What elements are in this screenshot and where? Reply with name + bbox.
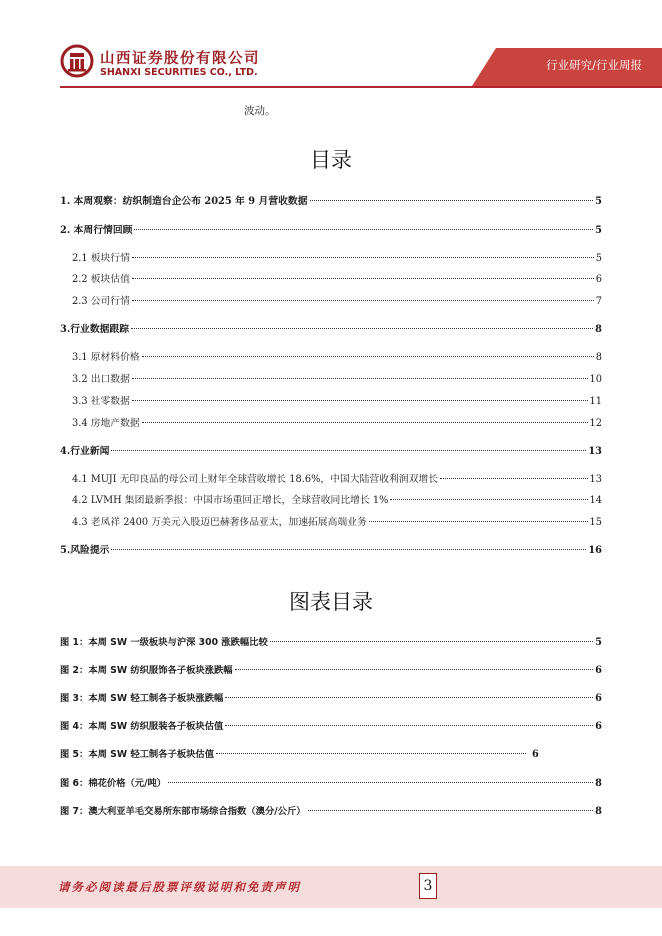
figure-page: 6 — [532, 749, 539, 760]
toc-entry-label: 2. 本周行情回顾 — [60, 225, 133, 236]
leader-dots — [310, 200, 594, 201]
toc-entry-3-3[interactable] — [72, 393, 602, 407]
figure-label: 图 5： — [60, 749, 89, 760]
toc-entry-page: 14 — [589, 495, 602, 506]
toc-entry-4-2[interactable] — [72, 492, 602, 506]
leader-dots — [390, 499, 587, 500]
leader-dots — [132, 378, 588, 379]
toc-entry-label: 3.2 出口数据 — [72, 374, 130, 385]
toc-entry-label: 5.风险提示 — [60, 545, 110, 556]
leader-dots — [440, 478, 588, 479]
figure-title: 本周 SW 轻工制各子板块涨跌幅 — [88, 693, 224, 704]
leader-dots — [132, 400, 588, 401]
figure-page: 5 — [595, 637, 602, 648]
toc-entry-2-1[interactable] — [72, 250, 602, 264]
toc-entry-3-2[interactable] — [72, 371, 602, 385]
toc-entry-page: 6 — [595, 274, 602, 285]
toc-entry-label: 3.行业数据跟踪 — [60, 324, 130, 335]
leader-dots — [134, 229, 593, 230]
toc-entry-3-4[interactable] — [72, 415, 602, 429]
toc-entry-3-1[interactable] — [72, 349, 602, 363]
toc-entry-page: 15 — [589, 517, 602, 528]
leader-dots — [369, 521, 588, 522]
leader-dots — [131, 328, 593, 329]
figure-entry-3[interactable] — [60, 690, 602, 704]
leader-dots — [142, 356, 594, 357]
figure-entry-6[interactable] — [60, 775, 602, 789]
toc-entry-page: 13 — [589, 474, 602, 485]
company-logo-icon — [60, 44, 94, 78]
leader-dots — [235, 669, 594, 670]
figure-entry-4[interactable] — [60, 718, 602, 732]
figure-page: 6 — [595, 721, 602, 732]
figure-title: 本周 SW 轻工制各子板块估值 — [88, 749, 215, 760]
figure-label: 图 4： — [60, 721, 89, 732]
leader-dots — [270, 641, 593, 642]
toc-entry-4[interactable] — [60, 443, 602, 457]
figure-label: 图 6： — [60, 778, 89, 789]
leader-dots — [132, 278, 594, 279]
carry-over-text: 波动。 — [244, 105, 276, 117]
figure-page: 6 — [595, 665, 602, 676]
page-number: 3 — [419, 873, 437, 899]
figure-label: 图 3： — [60, 693, 89, 704]
leader-dots — [111, 549, 586, 550]
toc-entry-5[interactable] — [60, 542, 602, 556]
toc-entry-label: 3.3 社零数据 — [72, 396, 130, 407]
figure-title: 本周 SW 纺织服装各子板块估值 — [88, 721, 224, 732]
leader-dots — [132, 257, 594, 258]
leader-dots — [225, 725, 593, 726]
toc-entry-label: 3.1 原材料价格 — [72, 352, 140, 363]
toc-entry-label: 2.2 板块估值 — [72, 274, 130, 285]
toc-entry-2-3[interactable] — [72, 293, 602, 307]
header-divider — [60, 86, 662, 88]
figure-entry-2[interactable] — [60, 662, 602, 676]
figure-title: 棉花价格（元/吨） — [88, 778, 167, 789]
toc-entry-label: 2.3 公司行情 — [72, 296, 130, 307]
figure-title: 本周 SW 一级板块与沪深 300 涨跌幅比较 — [88, 637, 268, 648]
toc-entry-page: 8 — [595, 324, 602, 335]
toc-entry-page: 8 — [595, 352, 602, 363]
page-header — [0, 0, 662, 92]
figure-title: 澳大利亚羊毛交易所东部市场综合指数（澳分/公斤） — [88, 806, 306, 817]
toc-entry-1[interactable] — [60, 193, 602, 207]
leader-dots — [132, 300, 594, 301]
figure-entry-7[interactable] — [60, 803, 602, 817]
figure-label: 图 2： — [60, 665, 89, 676]
toc-entry-page: 7 — [595, 296, 602, 307]
toc-entry-3[interactable] — [60, 321, 602, 335]
toc-entry-label: 1. 本周观察：纺织制造台企公布 2025 年 9 月营收数据 — [60, 196, 308, 207]
figure-page: 8 — [595, 806, 602, 817]
toc-entry-4-1[interactable] — [72, 471, 602, 485]
toc-entry-label: 4.2 LVMH 集团最新季报：中国市场重回正增长，全球营收同比增长 1% — [72, 495, 389, 506]
leader-dots — [216, 753, 526, 754]
toc-entry-page: 5 — [595, 225, 602, 236]
toc-entry-label: 4.1 MUJI 无印良品的母公司上财年全球营收增长 18.6%，中国大陆营收利润双增长 — [72, 474, 438, 485]
report-type-label: 行业研究/行业周报 — [546, 58, 642, 72]
toc-entry-page: 11 — [589, 396, 602, 407]
toc-entry-4-3[interactable] — [72, 514, 602, 528]
figure-entry-5[interactable] — [60, 746, 539, 760]
figure-page: 8 — [595, 778, 602, 789]
toc-entry-page: 10 — [589, 374, 602, 385]
toc-entry-2[interactable] — [60, 222, 602, 236]
figure-label: 图 7： — [60, 806, 89, 817]
leader-dots — [142, 422, 588, 423]
toc-entry-label: 2.1 板块行情 — [72, 253, 130, 264]
toc-entry-page: 13 — [588, 446, 602, 457]
leader-dots — [225, 697, 593, 698]
figures-title: 图表目录 — [289, 590, 373, 614]
toc-entry-page: 5 — [595, 253, 602, 264]
leader-dots — [111, 450, 586, 451]
toc-entry-page: 16 — [588, 545, 602, 556]
leader-dots — [168, 782, 593, 783]
toc-entry-label: 4.行业新闻 — [60, 446, 110, 457]
leader-dots — [308, 810, 594, 811]
toc-entry-page: 5 — [595, 196, 602, 207]
disclaimer-notice: 请务必阅读最后股票评级说明和免责声明 — [58, 880, 301, 894]
company-name-cn: 山西证券股份有限公司 — [100, 51, 260, 67]
toc-entry-label: 3.4 房地产数据 — [72, 418, 140, 429]
toc-title: 目录 — [310, 148, 352, 172]
figure-entry-1[interactable] — [60, 634, 602, 648]
figure-title: 本周 SW 纺织服饰各子板块涨跌幅 — [88, 665, 233, 676]
company-name-en: SHANXI SECURITIES CO., LTD. — [100, 67, 258, 78]
figure-page: 6 — [595, 693, 602, 704]
toc-entry-2-2[interactable] — [72, 271, 602, 285]
toc-entry-page: 12 — [589, 418, 602, 429]
figure-label: 图 1： — [60, 637, 89, 648]
toc-entry-label: 4.3 老凤祥 2400 万美元入股迈巴赫奢侈品亚太，加速拓展高端业务 — [72, 517, 367, 528]
